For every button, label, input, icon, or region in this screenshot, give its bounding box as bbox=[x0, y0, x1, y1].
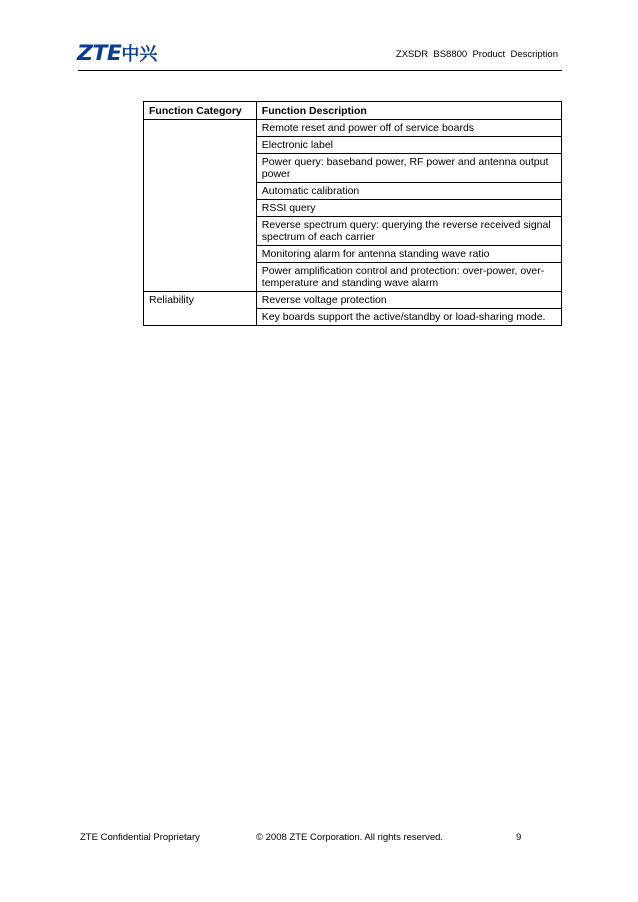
description-cell: Power amplification control and protection: over-power, over-temperature and standing wave alarm bbox=[256, 263, 561, 292]
description-cell: Key boards support the active/standby or load-sharing mode. bbox=[256, 309, 561, 326]
description-cell: Automatic calibration bbox=[256, 183, 561, 200]
description-cell: Reverse spectrum query: querying the reverse received signal spectrum of each carrier bbox=[256, 217, 561, 246]
page-header bbox=[78, 38, 562, 71]
document-title: ZXSDR BS8800 Product Description bbox=[395, 49, 558, 60]
description-cell: Electronic label bbox=[256, 137, 561, 154]
footer-confidential: ZTE Confidential Proprietary bbox=[80, 832, 200, 843]
footer-copyright: © 2008 ZTE Corporation. All rights reserved. bbox=[256, 832, 444, 843]
table-header-row bbox=[144, 102, 562, 120]
description-cell: Reverse voltage protection bbox=[256, 292, 561, 309]
table-row bbox=[144, 120, 562, 137]
page-number: 9 bbox=[516, 832, 522, 843]
description-cell: Monitoring alarm for antenna standing wave ratio bbox=[256, 246, 561, 263]
logo-chinese-text: 中兴 bbox=[121, 44, 158, 65]
table-row bbox=[144, 292, 562, 309]
zte-logo bbox=[78, 40, 157, 66]
column-header-description: Function Description bbox=[256, 102, 561, 120]
category-cell bbox=[144, 120, 257, 292]
column-header-category: Function Category bbox=[144, 102, 257, 120]
logo-latin-text: ZTE bbox=[76, 41, 122, 65]
function-table bbox=[143, 101, 562, 326]
category-cell: Reliability bbox=[144, 292, 257, 326]
description-cell: Power query: baseband power, RF power and antenna output power bbox=[256, 154, 561, 183]
description-cell: RSSI query bbox=[256, 200, 561, 217]
description-cell: Remote reset and power off of service boards bbox=[256, 120, 561, 137]
